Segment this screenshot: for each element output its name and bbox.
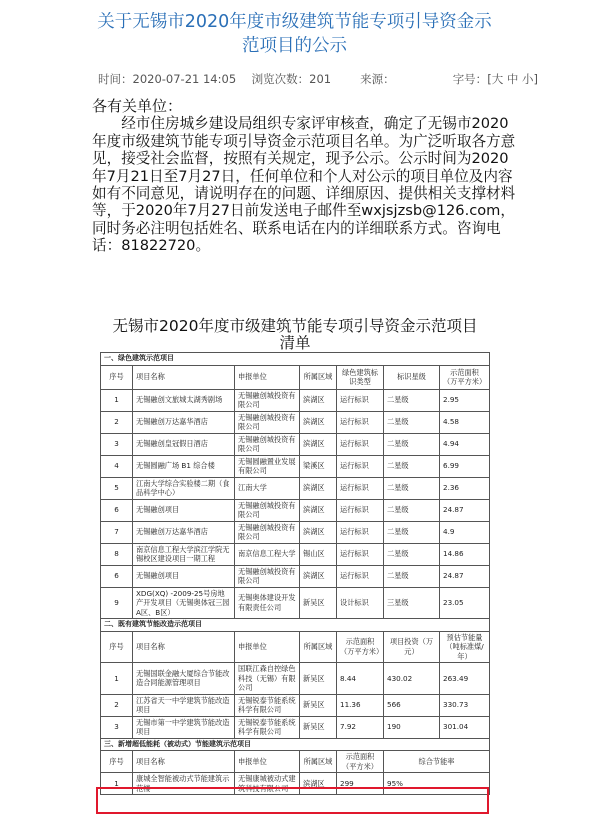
table-row (101, 521, 490, 543)
header-cell: 所属区域 (300, 365, 337, 389)
table-cell: 2 (101, 411, 133, 433)
table-cell: 南京信息工程大学滨江学院无锡校区建设项目一期工程 (133, 543, 235, 565)
table-cell: 新吴区 (300, 663, 337, 695)
table-row (101, 433, 490, 455)
table-cell: 190 (384, 716, 440, 738)
project-list-table (100, 352, 490, 795)
table-cell: 二星级 (384, 477, 440, 499)
table-cell: 国联江森自控绿色科技（无锡）有限公司 (235, 663, 300, 695)
table-cell: 无锡融创城投资有限公司 (235, 521, 300, 543)
table-row (101, 455, 490, 477)
table-cell: 5 (101, 477, 133, 499)
list-title-line1: 无锡市2020年度市级建筑节能专项引导资金示范项目 (112, 317, 478, 335)
table-cell: 滨湖区 (300, 389, 337, 411)
table-cell: 9 (101, 587, 133, 619)
table-cell: 无锡国联金融大厦综合节能改造合同能源管理项目 (133, 663, 235, 695)
table-cell: 无锡融创城投资有限公司 (235, 565, 300, 587)
header-cell: 项目名称 (133, 751, 235, 773)
table-cell: 无锡融创万达嘉华酒店 (133, 411, 235, 433)
table-cell: 无锡圆融广场 B1 综合楼 (133, 455, 235, 477)
table-cell: 4.58 (440, 411, 490, 433)
table-cell: 滨湖区 (300, 565, 337, 587)
header-cell: 申报单位 (235, 751, 300, 773)
table-cell: 无锡市第一中学建筑节能改造项目 (133, 716, 235, 738)
source-label: 来源： (360, 72, 395, 86)
header-cell: 所属区域 (300, 751, 337, 773)
section-title: 二、既有建筑节能改造示范项目 (101, 619, 490, 632)
table-cell: 江南大学 (235, 477, 300, 499)
table-cell: 95% (384, 773, 490, 795)
table-cell: 2.95 (440, 389, 490, 411)
table-cell: 新吴区 (300, 694, 337, 716)
table-cell: 新吴区 (300, 716, 337, 738)
table-row (101, 663, 490, 695)
table-cell: 运行标识 (337, 411, 384, 433)
table-cell: 4.94 (440, 433, 490, 455)
table-cell: 11.36 (337, 694, 384, 716)
header-cell: 序号 (101, 751, 133, 773)
table-cell: 二星级 (384, 543, 440, 565)
table-row (101, 565, 490, 587)
table-cell: 无锡融创城投资有限公司 (235, 433, 300, 455)
article-title-line1: 关于无锡市2020年度市级建筑节能专项引导资金示 (97, 12, 492, 32)
section-title-row (101, 619, 490, 632)
table-cell: 二星级 (384, 521, 440, 543)
header-cell: 示范面积（平方米） (337, 751, 384, 773)
table-cell: 运行标识 (337, 543, 384, 565)
table-cell: 无锡圆融置业发展有限公司 (235, 455, 300, 477)
table-header-row (101, 751, 490, 773)
table-header-row (101, 365, 490, 389)
fontsize-large-link[interactable]: 大 (491, 72, 504, 86)
table-cell: 4 (101, 455, 133, 477)
table-cell: 无锡融创文旅城太湖秀剧场 (133, 389, 235, 411)
table-cell: 4.9 (440, 521, 490, 543)
list-document-title (95, 318, 495, 352)
header-cell: 绿色建筑标识类型 (337, 365, 384, 389)
table-cell: 6 (101, 499, 133, 521)
table-cell: 二星级 (384, 455, 440, 477)
table-row (101, 411, 490, 433)
header-cell: 申报单位 (235, 631, 300, 663)
letter-body: 经市住房城乡建设局组织专家评审核查，确定了无锡市2020年度市级建筑节能专项引导资金示范项目名单。为广泛听取各方意见，接受社会监督，按照有关规定，现予公示。公示时间为2020年7月21日至7月27日，任何单位和个人对公示的项目单位及内容如有不同意见，请说明存在的问题、详细原因、提供相关支撑材料等，于2020年7月27日前发送电子邮件至wxjsjzsb@126.com，同时务必注明包括姓名、联系电话在内的详细联系方式。咨询电话：81822720。 (92, 115, 516, 255)
table-cell: 263.49 (440, 663, 490, 695)
table-cell: 无锡融创皇冠假日酒店 (133, 433, 235, 455)
table-cell: 滨湖区 (300, 411, 337, 433)
table-cell: 新吴区 (300, 587, 337, 619)
table-cell: 三星级 (384, 587, 440, 619)
header-cell: 示范面积（万平方米） (337, 631, 384, 663)
table-cell: 24.87 (440, 499, 490, 521)
table-cell: 301.04 (440, 716, 490, 738)
header-cell: 预估节能量（吨标准煤/年） (440, 631, 490, 663)
table-row (101, 477, 490, 499)
header-cell: 序号 (101, 631, 133, 663)
header-cell: 所属区域 (300, 631, 337, 663)
time-value: 2020-07-21 14:05 (132, 72, 237, 86)
table-cell: 330.73 (440, 694, 490, 716)
table-cell: 运行标识 (337, 433, 384, 455)
table-row (101, 389, 490, 411)
table-cell: 江苏省天一中学建筑节能改造项目 (133, 694, 235, 716)
table-cell: 无锡锐泰节能系统科学有限公司 (235, 716, 300, 738)
article-title (20, 10, 569, 58)
table-cell: 南京信息工程大学 (235, 543, 300, 565)
table-cell: 1 (101, 663, 133, 695)
table-cell: 无锡融创万达嘉华酒店 (133, 521, 235, 543)
table-row (101, 543, 490, 565)
table-cell: 滨湖区 (300, 521, 337, 543)
table-row (101, 773, 490, 795)
letter-greeting: 各有关单位： (92, 97, 183, 115)
table-cell: 1 (101, 773, 133, 795)
table-cell: 滨湖区 (300, 773, 337, 795)
table-cell: 24.87 (440, 565, 490, 587)
table-cell: 430.02 (384, 663, 440, 695)
header-cell: 项目名称 (133, 631, 235, 663)
table-cell: 299 (337, 773, 384, 795)
table-cell: 锡山区 (300, 543, 337, 565)
table-row (101, 499, 490, 521)
table-cell: 二星级 (384, 565, 440, 587)
fontsize-close: ] (533, 72, 538, 86)
table-cell: 8 (101, 543, 133, 565)
fontsize-small-link[interactable]: 小 (522, 72, 534, 86)
table-cell: 无锡融创城投资有限公司 (235, 499, 300, 521)
table-cell: 14.86 (440, 543, 490, 565)
table-cell: 滨湖区 (300, 477, 337, 499)
table-cell: 梁溪区 (300, 455, 337, 477)
table-cell: 无锡融创城投资有限公司 (235, 389, 300, 411)
table-cell: 运行标识 (337, 389, 384, 411)
table-cell: 3 (101, 716, 133, 738)
table-cell: 运行标识 (337, 477, 384, 499)
table-cell: 23.05 (440, 587, 490, 619)
header-cell: 申报单位 (235, 365, 300, 389)
table-cell: 无锡康城被动式建筑科技有限公司 (235, 773, 300, 795)
header-cell: 项目名称 (133, 365, 235, 389)
table-cell: 滨湖区 (300, 499, 337, 521)
table-cell: 1 (101, 389, 133, 411)
table-cell: 二星级 (384, 411, 440, 433)
table-cell: 无锡奥体建设开发有限责任公司 (235, 587, 300, 619)
header-cell: 序号 (101, 365, 133, 389)
table-cell: 运行标识 (337, 499, 384, 521)
table-cell: 2.36 (440, 477, 490, 499)
table-cell: 无锡锐泰节能系统科学有限公司 (235, 694, 300, 716)
table-cell: 8.44 (337, 663, 384, 695)
fontsize-open: [ (487, 72, 492, 86)
table-cell: XDG(XQ) -2009-25号房地产开发项目（无锡奥体冠三园A区、B区） (133, 587, 235, 619)
table-header-row (101, 631, 490, 663)
table-cell: 3 (101, 433, 133, 455)
section-title: 一、绿色建筑示范项目 (101, 353, 490, 366)
table-cell: 滨湖区 (300, 433, 337, 455)
header-cell: 标识星级 (384, 365, 440, 389)
article-title-line2: 范项目的公示 (242, 36, 347, 56)
fontsize-label: 字号： (452, 72, 488, 86)
table-cell: 二星级 (384, 433, 440, 455)
header-cell: 综合节能率 (384, 751, 490, 773)
header-cell: 项目投资（万元） (384, 631, 440, 663)
views-value: 201 (309, 72, 332, 86)
section-title-row (101, 738, 490, 751)
header-cell: 示范面积（万平方米） (440, 365, 490, 389)
table-cell: 运行标识 (337, 521, 384, 543)
table-cell: 运行标识 (337, 455, 384, 477)
notice-letter (92, 98, 517, 255)
table-cell: 二星级 (384, 499, 440, 521)
views-label: 浏览次数： (251, 72, 310, 86)
section-title-row (101, 353, 490, 366)
table-cell: 设计标识 (337, 587, 384, 619)
table-cell: 无锡融创项目 (133, 565, 235, 587)
table-cell: 566 (384, 694, 440, 716)
section-title: 三、新增超低能耗（被动式）节能建筑示范项目 (101, 738, 490, 751)
table-cell: 康城全智能被动式节能建筑示范楼 (133, 773, 235, 795)
table-cell: 运行标识 (337, 565, 384, 587)
table-cell: 6 (101, 565, 133, 587)
time-label: 时间： (98, 72, 133, 86)
table-row (101, 694, 490, 716)
table-cell: 二星级 (384, 389, 440, 411)
table-cell: 7 (101, 521, 133, 543)
table-cell: 无锡融创城投资有限公司 (235, 411, 300, 433)
article-meta (98, 70, 538, 88)
table-cell: 7.92 (337, 716, 384, 738)
table-row (101, 587, 490, 619)
table-cell: 6.99 (440, 455, 490, 477)
list-title-line2: 清单 (279, 334, 311, 352)
table-row (101, 716, 490, 738)
table-cell: 2 (101, 694, 133, 716)
fontsize-medium-link[interactable]: 中 (506, 72, 519, 86)
table-cell: 江南大学综合实验楼二期（食品科学中心） (133, 477, 235, 499)
table-cell: 无锡融创项目 (133, 499, 235, 521)
